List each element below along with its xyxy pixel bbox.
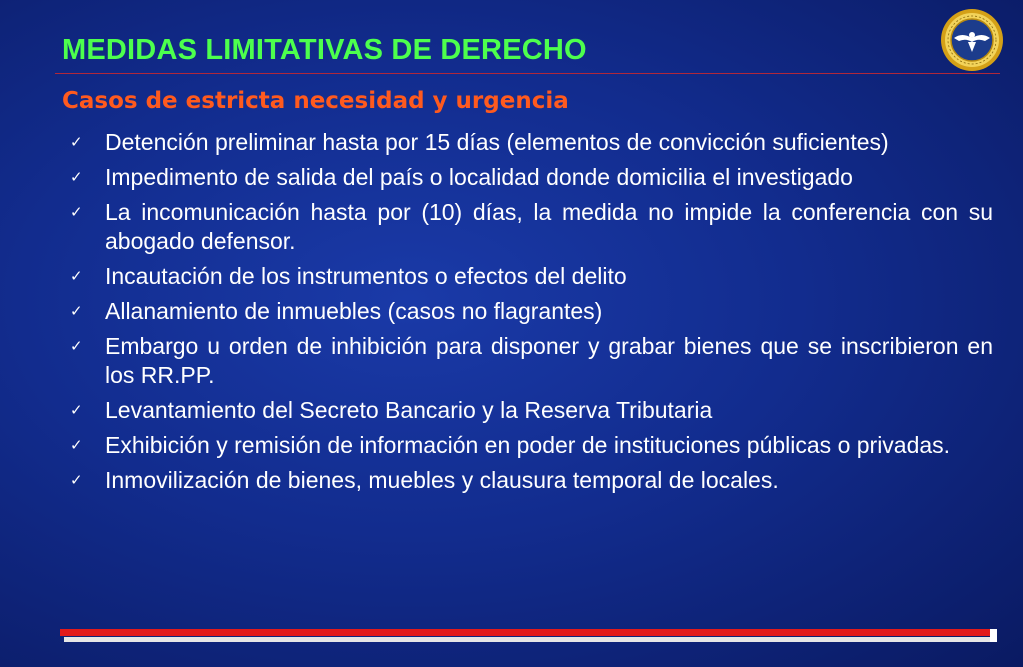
list-item <box>68 396 993 425</box>
check-icon: ✓ <box>70 267 83 285</box>
list-item-text: Exhibición y remisión de información en poder de instituciones públicas o privadas. <box>105 432 951 458</box>
institution-seal-logo <box>940 8 1004 72</box>
list-item-text: Detención preliminar hasta por 15 días (elementos de convicción suficientes) <box>105 129 889 155</box>
list-item <box>68 198 993 256</box>
list-item <box>68 262 993 291</box>
slide-subtitle: Casos de estricta necesidad y urgencia <box>62 88 569 114</box>
check-icon: ✓ <box>70 168 83 186</box>
footer-divider-bar <box>60 629 994 636</box>
list-item <box>68 163 993 192</box>
list-item <box>68 297 993 326</box>
list-item-text: Inmovilización de bienes, muebles y clausura temporal de locales. <box>105 467 779 493</box>
list-item <box>68 332 993 390</box>
footer-bar-shadow <box>64 637 996 642</box>
list-item-text: La incomunicación hasta por (10) días, la medida no impide la conferencia con su abogado defensor. <box>105 199 993 254</box>
check-icon: ✓ <box>70 436 83 454</box>
list-item-text: Allanamiento de inmuebles (casos no flagrantes) <box>105 298 603 324</box>
check-icon: ✓ <box>70 133 83 151</box>
check-icon: ✓ <box>70 302 83 320</box>
list-item-text: Embargo u orden de inhibición para disponer y grabar bienes que se inscribieron en los RR.PP. <box>105 333 993 388</box>
list-item-text: Impedimento de salida del país o localidad donde domicilia el investigado <box>105 164 853 190</box>
list-item <box>68 431 993 460</box>
footer-bar-cap <box>990 629 997 642</box>
check-icon: ✓ <box>70 401 83 419</box>
check-icon: ✓ <box>70 203 83 221</box>
list-item-text: Levantamiento del Secreto Bancario y la Reserva Tributaria <box>105 397 713 423</box>
bullet-list <box>68 128 993 501</box>
check-icon: ✓ <box>70 337 83 355</box>
list-item <box>68 128 993 157</box>
check-icon: ✓ <box>70 471 83 489</box>
slide-title: MEDIDAS LIMITATIVAS DE DERECHO <box>62 34 587 66</box>
title-divider <box>55 73 1000 74</box>
list-item <box>68 466 993 495</box>
list-item-text: Incautación de los instrumentos o efectos del delito <box>105 263 627 289</box>
